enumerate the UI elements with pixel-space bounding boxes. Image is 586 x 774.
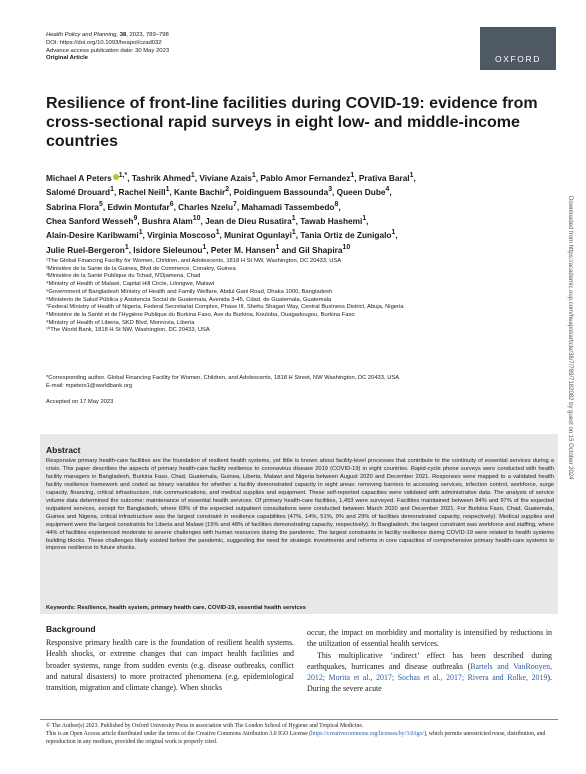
background-heading: Background — [46, 624, 96, 634]
citation-links[interactable]: Bartels and VanRooyen, 2012; Morita et al., 2017; Sochas et al., 2017; Rivera and Rolke, 2019 — [307, 661, 552, 683]
affiliation: ⁴Ministry of Health of Malawi, Capital Hill Circle, Lilongwe, Malawi — [46, 281, 215, 288]
affiliation: ⁶Ministerio de Salud Pública y Asistencia Social de Guatemala, Avenida 3-45, Cdad. de Guatemala, Guatemala — [46, 296, 332, 303]
oxford-logo — [480, 27, 556, 70]
affiliation: ²Ministère de la Sante de la Guinea, Blvd de Commerce, Conakry, Guinea — [46, 265, 236, 272]
abstract-text: Responsive primary health-care facilities are the foundation of resilient health systems, yet little is known about facility-level processes that contribute to the continuity of essential services during a crisis. This paper describes the aspects of primary health-care facility resilience to coronavirus disease 2019 (COVID-19) in eight countries. Rapid-cycle phone surveys were conducted with health facility managers in Bangladesh, Burkina Faso, Chad, Guatemala, Guinea, Liberia, Malawi and Nigeria between August 2020 and December 2021. Responses were mapped to a validated health facility resilience framework and coded as binary variables for whether a facility demonstrated capacity in eight areas: removing barriers to accessing services, infection control, workforce, surge capacity, financing, critical infrastructure, risk communications, and medical supplies and equipment. These self-reported capacities were validated with administrative data. The analysis of service volume data determined the outcome: maintenance of essential health services. Of primary health-care facilities, 1,453 were surveyed. Facilities maintained between 84% and 97% of the expected outpatient services, except for Bangladesh, where 69% of the expected outpatient consultations were conducted between March 2020 and December 2021. For Burkina Faso, Chad, Guatemala, Guinea and Nigeria, critical infrastructure was the largest constraint in resilience capabilities (47%, 14%, 51%, 9% and 29% of facilities demonstrated capacity, respectively). Medical supplies and equipment were the largest constraints for Liberia and Malawi (15% and 48% of facilities demonstrating capacity, respectively). In Bangladesh, the largest constraint was workforce and staffing, where 44% of facilities experienced moderate to severe challenges with human resources during the pandemic. The largest constraints in facility resilience during COVID-19 were related to health systems building blocks. These challenges likely existed before the pandemic, suggesting the need for strategic investments and reforms in core capacities of comprehensive primary health-care systems to improve resilience to future shocks. — [46, 458, 554, 552]
pages: , 2023, 789–798 — [126, 32, 169, 38]
logo-text: OXFORD — [495, 54, 541, 64]
affiliation: ⁷Federal Ministry of Health of Nigeria, Federal Secretariat Complex, Phase III, Shehu Shagari Way, Central Business District, Abuja, Nigeria — [46, 304, 404, 311]
article-title: Resilience of front-line facilities during COVID-19: evidence from cross-sectional rapid surveys in eight low- and middle-income countries — [46, 95, 538, 150]
article-type: Original Article — [46, 55, 89, 62]
author-line: Chea Sanford Wesseh$^9$, Bushra Alam$^{10}$, Jean de Dieu Rusatira$^1$, Tawab Hashemi$^1$, — [46, 215, 369, 226]
affiliation: ⁹Ministry of Health of Liberia, SKD Blvd, Monrovia, Liberia — [46, 319, 195, 326]
keywords-label: Keywords: — [46, 605, 76, 611]
affiliation: ¹⁰The World Bank, 1818 H St NW, Washington, DC 20433, USA — [46, 327, 210, 334]
download-watermark: Downloaded from https://academic.oup.com/heapol/article/38/7/789/7182082 by guest on 15 October 2024 — [567, 196, 573, 480]
paragraph-text: This multiplicative ‘indirect’ effect has been described during earthquakes, hurricanes and disease outbreaks ( — [307, 650, 552, 671]
body-column-left: Responsive primary health care is the foundation of resilient health systems. Health shocks, or extreme changes that can impact health facilities and broader systems, range from sudden events (e.g. disease outbreaks, conflict and natural disasters) to more protracted phenomena (e.g. epidemiological transition, migration and climate change). When shocks — [46, 638, 294, 693]
keywords-text: Resilience, health system, primary health care, COVID-19, essential health services — [77, 605, 307, 611]
affiliation: ⁵Government of Bangladesh Ministry of Health and Family Welfare, Abdul Gani Road, Dhaka 1000, Bangladesh — [46, 288, 333, 295]
license-text: ), which permits unrestricted reuse, distribution, and reproduction in any medium, provided the original work is properly cited. — [46, 731, 546, 745]
paragraph — [307, 650, 552, 695]
author-line: Sabrina Flora$^5$, Edwin Montufar$^6$, Charles Nzelu$^7$, Mahamadi Tassembedo$^8$, — [46, 200, 341, 212]
author-line: Alain-Desire Karibwami$^1$, Virginia Moscoso$^1$, Munirat Ogunlayi$^1$, Tania Ortiz de Zunigalo$^1$, — [46, 229, 398, 241]
keywords — [46, 605, 306, 611]
corresponding-address: *Corresponding author. Global Financing Facility for Women, Children, and Adolescents, 1818 H Street, NW Washington, DC 20433, USA. — [46, 375, 401, 381]
journal-header — [46, 32, 169, 63]
author-line: Julie Ruel-Bergeron$^1$, Isidore Sieleunou$^1$, Peter M. Hansen$^1$ and Gil Shapira$^{10}$ — [46, 243, 351, 255]
body-column-right — [307, 627, 552, 695]
license-link[interactable]: https://creativecommons.org/licenses/by/3.0/igo/ — [311, 731, 425, 737]
author-line: Salomé Drouard$^1$, Rachel Neill$^1$, Kante Bachir$^2$, Poidinguem Bassounda$^3$, Queen Dube$^4$, — [46, 186, 392, 198]
copyright-line: © The Author(s) 2023. Published by Oxford University Press in association with The London School of Hygiene and Tropical Medicine. — [46, 723, 364, 729]
advance-access-date: Advance access publication date: 30 May 2023 — [46, 47, 170, 54]
journal-name: Health Policy and Planning, — [46, 32, 119, 38]
abstract-heading: Abstract — [46, 445, 81, 455]
corresponding-author — [46, 375, 566, 390]
footer-divider — [40, 719, 558, 720]
accepted-date: Accepted on 17 May 2023 — [46, 399, 114, 405]
license-line — [46, 730, 554, 746]
affiliation: ¹The Global Financing Facility for Women, Children, and Adolescents, 1818 H St NW, Washington, DC 20433, USA — [46, 258, 342, 264]
paragraph: occur, the impact on morbidity and mortality is intensified by reductions in the utilization of essential health services. — [307, 628, 552, 649]
license-text: This is an Open Access article distributed under the terms of the Creative Commons Attribution 3.0 IGO License ( — [46, 731, 312, 737]
volume: 38 — [119, 32, 127, 38]
author-list — [46, 170, 546, 256]
paragraph-text: ). During the severe acute — [307, 673, 552, 694]
affiliation: ³Ministère de la Santé Publique du Tchad, N'Djamena, Chad — [46, 273, 201, 280]
affiliations — [46, 258, 566, 335]
author-email[interactable]: E-mail: mpeters1@worldbank.org — [46, 382, 133, 389]
license-footer — [46, 722, 554, 746]
author-line: Michael A Peters $^{1,*}$, Tashrik Ahmed$^1$, Viviane Azais$^1$, Pablo Amor Fernandez$^1$, Prativa Baral$^1$, — [46, 172, 416, 183]
affiliation: ⁸Ministère de la Santé et de l'Hygiène Publique du Burkina Faso, Ave du Burkina, Kouloba, Ouagadougou, Burkina Faso — [46, 311, 355, 318]
doi-line[interactable]: DOI: https://doi.org/10.1093/heapol/czad032 — [46, 39, 162, 46]
